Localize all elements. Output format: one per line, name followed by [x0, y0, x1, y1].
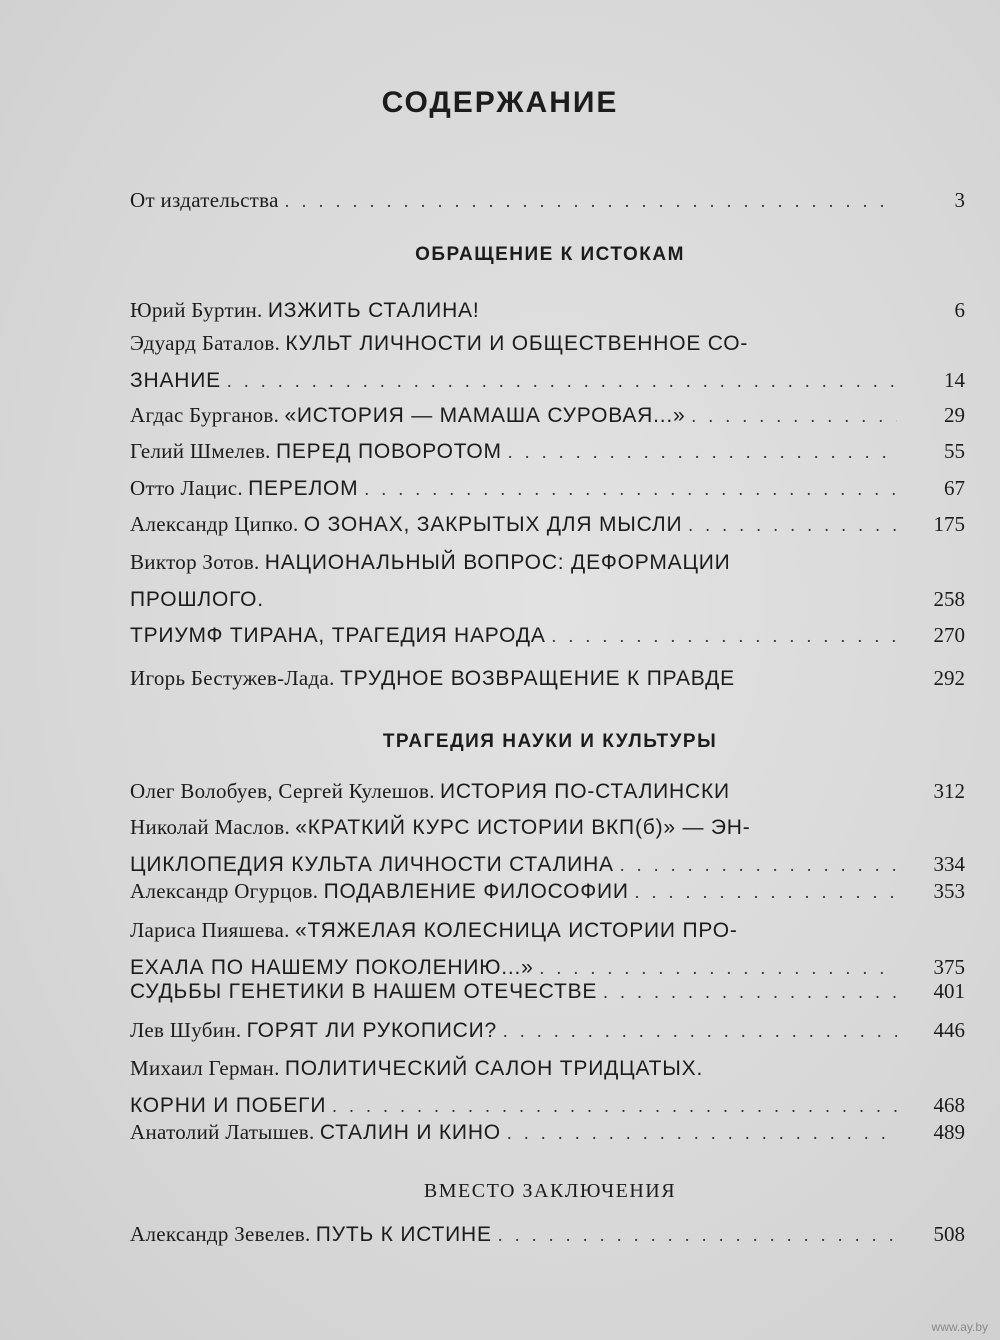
- entry-title: ПОДАВЛЕНИЕ ФИЛОСОФИИ: [323, 880, 629, 903]
- entry-author: Олег Волобуев, Сергей Кулешов.: [130, 779, 435, 803]
- entry-title: НАЦИОНАЛЬНЫЙ ВОПРОС: ДЕФОРМАЦИИ: [264, 551, 731, 574]
- leader-dots: [285, 183, 897, 220]
- entry-author: Анатолий Латышев.: [130, 1120, 315, 1144]
- entry-title: «ИСТОРИЯ — МАМАША СУРОВАЯ...»: [284, 404, 686, 427]
- page-number: 489: [933, 1120, 965, 1144]
- watermark: www.ay.by: [931, 1320, 988, 1334]
- entry-author: Александр Огурцов.: [130, 879, 319, 903]
- page-number: 55: [944, 439, 965, 463]
- entry-author: Виктор Зотов.: [130, 550, 260, 574]
- toc-entry: [130, 544, 965, 619]
- entry-title-continued: ЦИКЛОПЕДИЯ КУЛЬТА ЛИЧНОСТИ СТАЛИНА: [130, 853, 614, 876]
- entry-title: ПЕРЕД ПОВОРОТОМ: [275, 440, 502, 463]
- leader-dots: [552, 618, 897, 655]
- page-number: 175: [933, 512, 965, 536]
- page-number: 446: [933, 1018, 965, 1042]
- leader-dots: [508, 434, 897, 471]
- toc-entry: [130, 325, 965, 400]
- entry-author: Игорь Бестужев-Лада.: [130, 666, 335, 690]
- leader-dots: [503, 1013, 897, 1050]
- leader-dots: [364, 471, 897, 508]
- entry-title-continued: ПРОШЛОГО.: [130, 588, 264, 611]
- toc-entry: [130, 973, 965, 1011]
- leader-dots: [507, 1115, 897, 1152]
- entry-title: ПОЛИТИЧЕСКИЙ САЛОН ТРИДЦАТЫХ.: [284, 1057, 704, 1080]
- entry-title: ТРУДНОЕ ВОЗВРАЩЕНИЕ К ПРАВДЕ: [339, 667, 735, 690]
- leader-dots: [498, 1217, 897, 1254]
- toc-entry: [130, 773, 965, 811]
- entry-author: Гелий Шмелев.: [130, 439, 271, 463]
- entry-author: Лариса Пияшева.: [130, 918, 290, 942]
- page-number: 292: [933, 666, 965, 690]
- leader-dots: [688, 507, 897, 544]
- page-number: 401: [933, 979, 965, 1003]
- entry-title: ИСТОРИЯ ПО-СТАЛИНСКИ: [440, 780, 730, 803]
- page-number: 353: [933, 879, 965, 903]
- entry-title: СТАЛИН И КИНО: [319, 1121, 501, 1144]
- page-number: 270: [933, 623, 965, 647]
- entry-title: О ЗОНАХ, ЗАКРЫТЫХ ДЛЯ МЫСЛИ: [303, 513, 683, 536]
- page-number: 375: [933, 955, 965, 979]
- page-number: 334: [933, 852, 965, 876]
- entry-title: «КРАТКИЙ КУРС ИСТОРИИ ВКП(б)» — ЭН-: [295, 816, 751, 839]
- entry-title: КУЛЬТ ЛИЧНОСТИ И ОБЩЕСТВЕННОЕ СО-: [285, 332, 749, 355]
- toc-entry: [130, 1114, 965, 1152]
- entry-author: Александр Зевелев.: [130, 1222, 311, 1246]
- entry-author: Александр Ципко.: [130, 512, 299, 536]
- section-heading: ТРАГЕДИЯ НАУКИ И КУЛЬТУРЫ: [382, 731, 718, 752]
- entry-title-continued: ЗНАНИЕ: [130, 369, 221, 392]
- page-number: 258: [933, 587, 965, 611]
- toc-entry: [130, 873, 965, 911]
- toc-entry: [130, 1012, 965, 1050]
- entry-title: ПЕРЕЛОМ: [248, 477, 359, 500]
- entry-author: Юрий Буртин.: [130, 298, 263, 322]
- toc-entry: [130, 433, 965, 471]
- toc-entry: [130, 660, 965, 698]
- leader-dots: [603, 974, 897, 1011]
- toc-entry: [130, 506, 965, 544]
- page-number: 14: [944, 368, 965, 392]
- entry-title: ИЗЖИТЬ СТАЛИНА!: [267, 299, 480, 322]
- toc-entry: [130, 470, 965, 508]
- entry-title: ПУТЬ К ИСТИНЕ: [315, 1223, 492, 1246]
- entry-author: Агдас Бурганов.: [130, 403, 280, 427]
- page-number: 468: [933, 1093, 965, 1117]
- entry-author: Михаил Герман.: [130, 1056, 280, 1080]
- section-heading: ОБРАЩЕНИЕ К ИСТОКАМ: [415, 244, 685, 265]
- section-heading: ВМЕСТО ЗАКЛЮЧЕНИЯ: [423, 1180, 677, 1202]
- toc-entry: [130, 617, 965, 655]
- page-number: 508: [933, 1222, 965, 1246]
- entry-author: Николай Маслов.: [130, 815, 291, 839]
- page-number: 312: [933, 779, 965, 803]
- entry-title: ТРИУМФ ТИРАНА, ТРАГЕДИЯ НАРОДА: [130, 624, 546, 647]
- toc-entry: [130, 182, 965, 220]
- leader-dots: [227, 363, 897, 400]
- leader-dots: [691, 398, 897, 435]
- entry-text: От издательства: [130, 188, 279, 212]
- toc-entry: [130, 1216, 965, 1254]
- toc-entry: [130, 397, 965, 435]
- entry-author: Лев Шубин.: [130, 1018, 242, 1042]
- entry-title-continued: КОРНИ И ПОБЕГИ: [130, 1094, 327, 1117]
- page-number: 3: [954, 188, 965, 212]
- entry-author: Отто Лацис.: [130, 476, 243, 500]
- page-number: 67: [944, 476, 965, 500]
- page-number: 29: [944, 403, 965, 427]
- entry-title: СУДЬБЫ ГЕНЕТИКИ В НАШЕМ ОТЕЧЕСТВЕ: [130, 980, 598, 1003]
- leader-dots: [635, 874, 897, 911]
- page-number: 6: [954, 298, 965, 322]
- page-title: СОДЕРЖАНИЕ: [381, 86, 619, 119]
- entry-author: Эдуард Баталов.: [130, 331, 281, 355]
- entry-title-continued: ЕХАЛА ПО НАШЕМУ ПОКОЛЕНИЮ...»: [130, 956, 534, 979]
- entry-title: «ТЯЖЕЛАЯ КОЛЕСНИЦА ИСТОРИИ ПРО-: [294, 919, 738, 942]
- entry-title: ГОРЯТ ЛИ РУКОПИСИ?: [246, 1019, 498, 1042]
